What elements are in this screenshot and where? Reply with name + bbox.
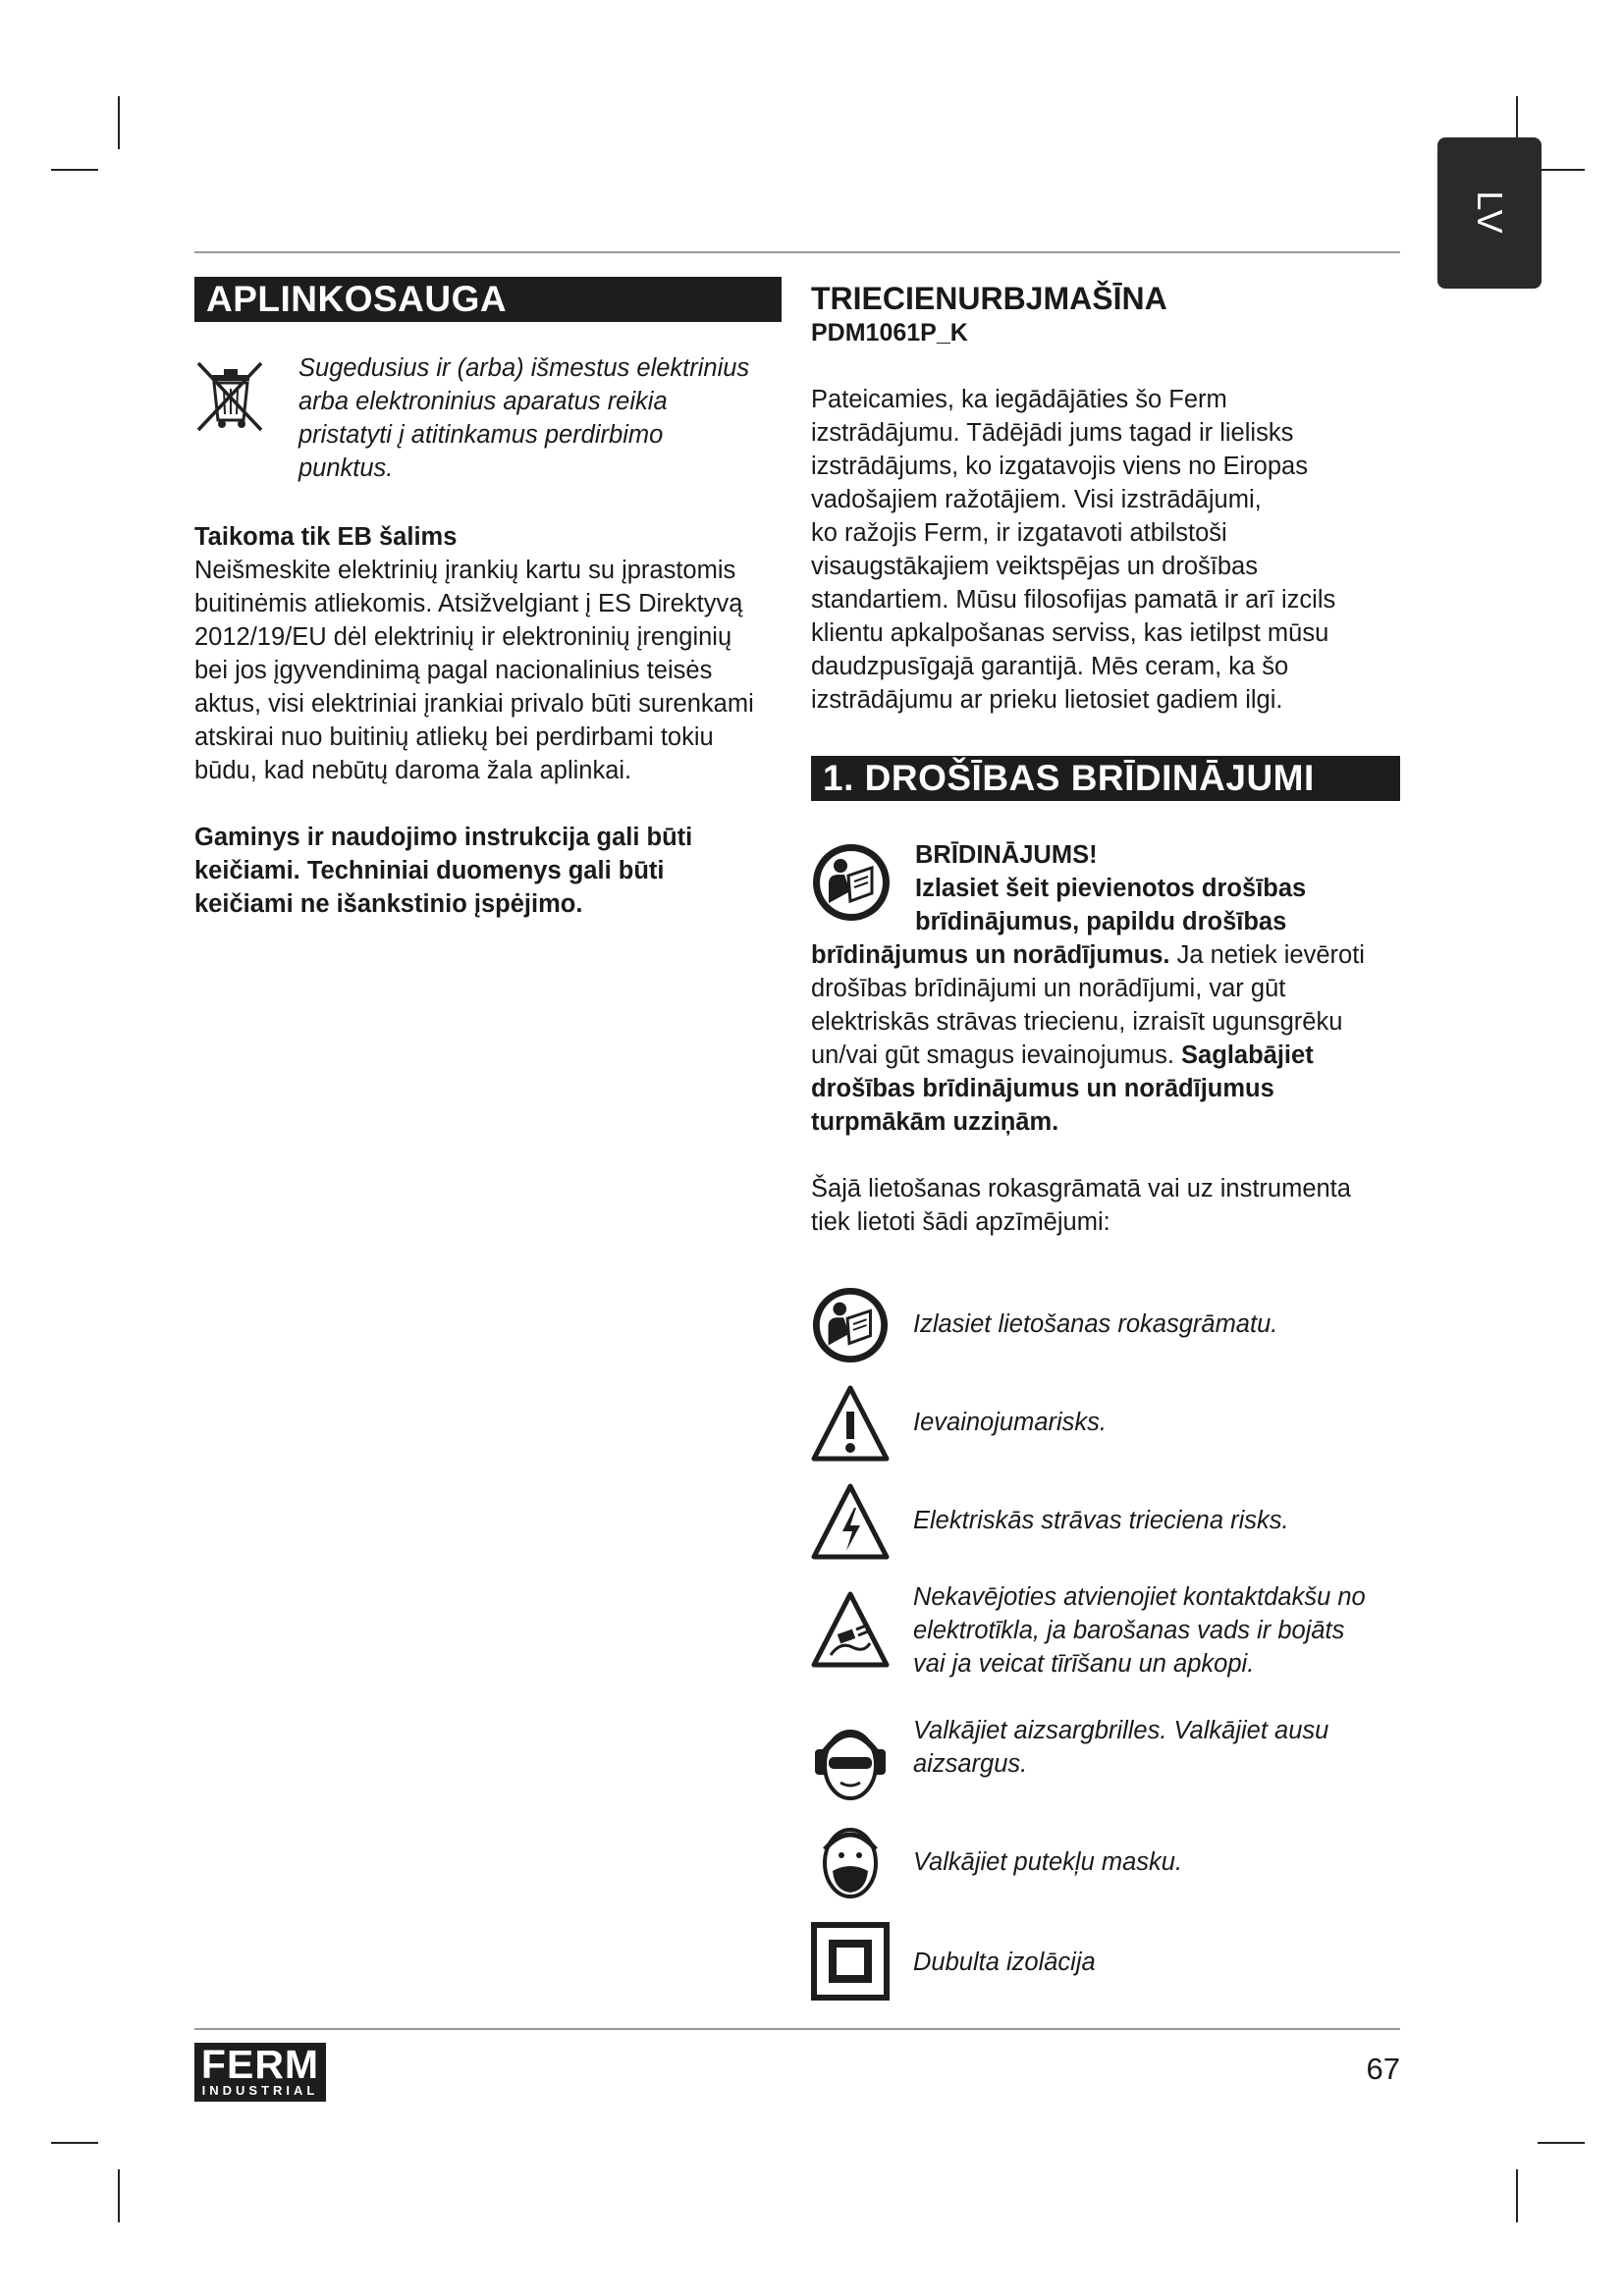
warning-line: Izlasiet šeit pievienotos drošības [915, 875, 1307, 902]
warning-title: BRĪDINĀJUMS! [915, 841, 1098, 869]
weee-text-line: punktus. [298, 454, 394, 482]
section-title-safety: 1. DROŠĪBAS BRĪDINĀJUMI [811, 756, 1400, 801]
symbol-label-line: aizsargus. [913, 1750, 1028, 1778]
intro-line: daudzpusīgajā garantijā. Mēs ceram, ka šo [811, 653, 1289, 680]
symbols-intro [811, 1172, 1400, 1239]
eu-text-line: buitinėmis atliekomis. Atsižvelgiant į ES Direktyvą [194, 590, 743, 617]
weee-text-line: pristatyti į atitinkamus perdirbimo [298, 421, 664, 449]
safety-warning [811, 838, 1400, 1139]
intro-line: izstrādājumu ar prieku lietosiet gadiem ilgi. [811, 686, 1283, 714]
right-column [811, 277, 1400, 1239]
language-tab-label: LV [1470, 190, 1510, 236]
intro-line: Pateicamies, ka iegādājāties šo Ferm [811, 386, 1227, 413]
eu-text-line: būdu, kad nebūtų daroma žala aplinkai. [194, 757, 632, 784]
symbol-label: Dubulta izolācija [913, 1949, 1096, 1976]
notice-line: keičiami. Techniniai duomenys gali būti [194, 857, 665, 884]
warning-line: brīdinājumus, papildu drošības [915, 908, 1287, 935]
warning-triangle-icon [811, 1384, 890, 1463]
notice-line: Gaminys ir naudojimo instrukcija gali būti [194, 824, 693, 851]
intro-paragraph [811, 383, 1400, 717]
intro-line: visaugstākajiem veiktspējas un drošības [811, 553, 1258, 580]
symbol-label: Ievainojumarisks. [913, 1409, 1107, 1436]
eu-text-line: bei jos įgyvendinimą pagal nacionalinius teisės [194, 657, 713, 684]
double-insulation-icon [811, 1922, 890, 2001]
crop-mark [1538, 169, 1585, 171]
notice-line: keičiami ne išankstinio įspėjimo. [194, 890, 583, 918]
warning-line: turpmākām uzziņām. [811, 1108, 1059, 1136]
intro-line: standartiem. Mūsu filosofijas pamatā ir arī izcils [811, 586, 1336, 614]
symbol-label-line: vai ja veicat tīrīšanu un apkopi. [913, 1650, 1255, 1678]
warning-line: drošības brīdinājumi un norādījumi, var gūt [811, 975, 1286, 1002]
intro-line: izstrādājums, ko izgatavojis viens no Eiropas [811, 453, 1308, 480]
symbols-intro-line: tiek lietoti šādi apzīmējumi: [811, 1208, 1110, 1236]
eu-text-line: atskirai nuo buitinių atliekų bei perdirbami tokiu [194, 723, 714, 751]
logo-brand: FERM [200, 2042, 320, 2087]
symbol-label-line: Nekavējoties atvienojiet kontaktdakšu no [913, 1583, 1366, 1611]
symbol-label-line: elektrotīkla, ja barošanas vads ir bojāts [913, 1617, 1345, 1644]
symbol-row [811, 1714, 1384, 1800]
eu-text-line: Neišmeskite elektrinių įrankių kartu su įprastomis [194, 557, 736, 584]
crop-mark [51, 2142, 98, 2144]
electric-shock-icon [811, 1482, 890, 1561]
intro-line: klientu apkalpošanas serviss, kas ietilpst mūsu [811, 619, 1329, 647]
bottom-rule [194, 2028, 1400, 2030]
symbol-row [811, 1822, 1384, 1900]
symbol-label: Izlasiet lietošanas rokasgrāmatu. [913, 1310, 1278, 1338]
product-title: TRIECIENURBJMAŠĪNA [811, 281, 1167, 316]
section-title-environment: APLINKOSAUGA [194, 277, 782, 322]
warning-emphasis: brīdinājumus un norādījumus. [811, 941, 1170, 969]
symbol-row [811, 1384, 1384, 1463]
symbols-intro-line: Šajā lietošanas rokasgrāmatā vai uz instrumenta [811, 1175, 1351, 1202]
read-manual-icon [811, 1286, 890, 1364]
language-tab [1437, 137, 1542, 289]
symbol-label: Valkājiet putekļu masku. [913, 1848, 1183, 1876]
crop-mark [118, 2169, 120, 2222]
ferm-logo [194, 2043, 326, 2102]
page-number: 67 [1366, 2052, 1400, 2086]
symbol-row [811, 1580, 1384, 1681]
symbol-row [811, 1922, 1384, 2001]
crop-mark [118, 96, 120, 149]
dust-mask-icon [811, 1822, 890, 1900]
eu-text-line: aktus, visi elektriniai įrankiai privalo būti surenkami [194, 690, 754, 718]
top-rule [194, 251, 1400, 253]
read-manual-icon [811, 842, 892, 923]
intro-line: ko ražojis Ferm, ir izgatavoti atbilstoši [811, 519, 1227, 547]
crop-mark [1538, 2142, 1585, 2144]
weee-text-line: Sugedusius ir (arba) išmestus elektrinius [298, 354, 750, 382]
warning-text: Ja netiek ievēroti [1169, 941, 1365, 969]
product-model: PDM1061P_K [811, 319, 968, 347]
symbol-row [811, 1286, 1384, 1364]
symbol-row [811, 1482, 1384, 1561]
warning-text: un/vai gūt smagus ievainojumus. [811, 1041, 1182, 1069]
goggles-ear-protection-icon [811, 1722, 890, 1800]
crop-mark [1516, 2169, 1518, 2222]
eu-text-line: 2012/19/EU dėl elektrinių ir elektroninių įrenginių [194, 623, 732, 651]
intro-line: vadošajiem ražotājiem. Visi izstrādājumi, [811, 486, 1262, 513]
warning-emphasis: Saglabājiet [1181, 1041, 1314, 1069]
warning-line: elektriskās strāvas triecienu, izraisīt ugunsgrēku [811, 1008, 1343, 1036]
crop-mark [51, 169, 98, 171]
eu-heading: Taikoma tik EB šalims [194, 523, 458, 551]
symbol-label-line: Valkājiet aizsargbrilles. Valkājiet ausu [913, 1717, 1329, 1744]
warning-line [811, 938, 1400, 972]
crossed-out-wheelie-bin-icon [194, 351, 269, 485]
symbol-label: Elektriskās strāvas trieciena risks. [913, 1507, 1289, 1534]
logo-subtitle: INDUSTRIAL [201, 2083, 319, 2098]
left-column [194, 277, 782, 921]
weee-text-line: arba elektroninius aparatus reikia [298, 388, 668, 415]
warning-line: drošības brīdinājumus un norādījumus [811, 1075, 1274, 1102]
intro-line: izstrādājumu. Tādējādi jums tagad ir lielisks [811, 419, 1294, 447]
weee-notice [194, 351, 782, 485]
warning-line [811, 1039, 1400, 1072]
unplug-cable-icon [811, 1590, 890, 1669]
